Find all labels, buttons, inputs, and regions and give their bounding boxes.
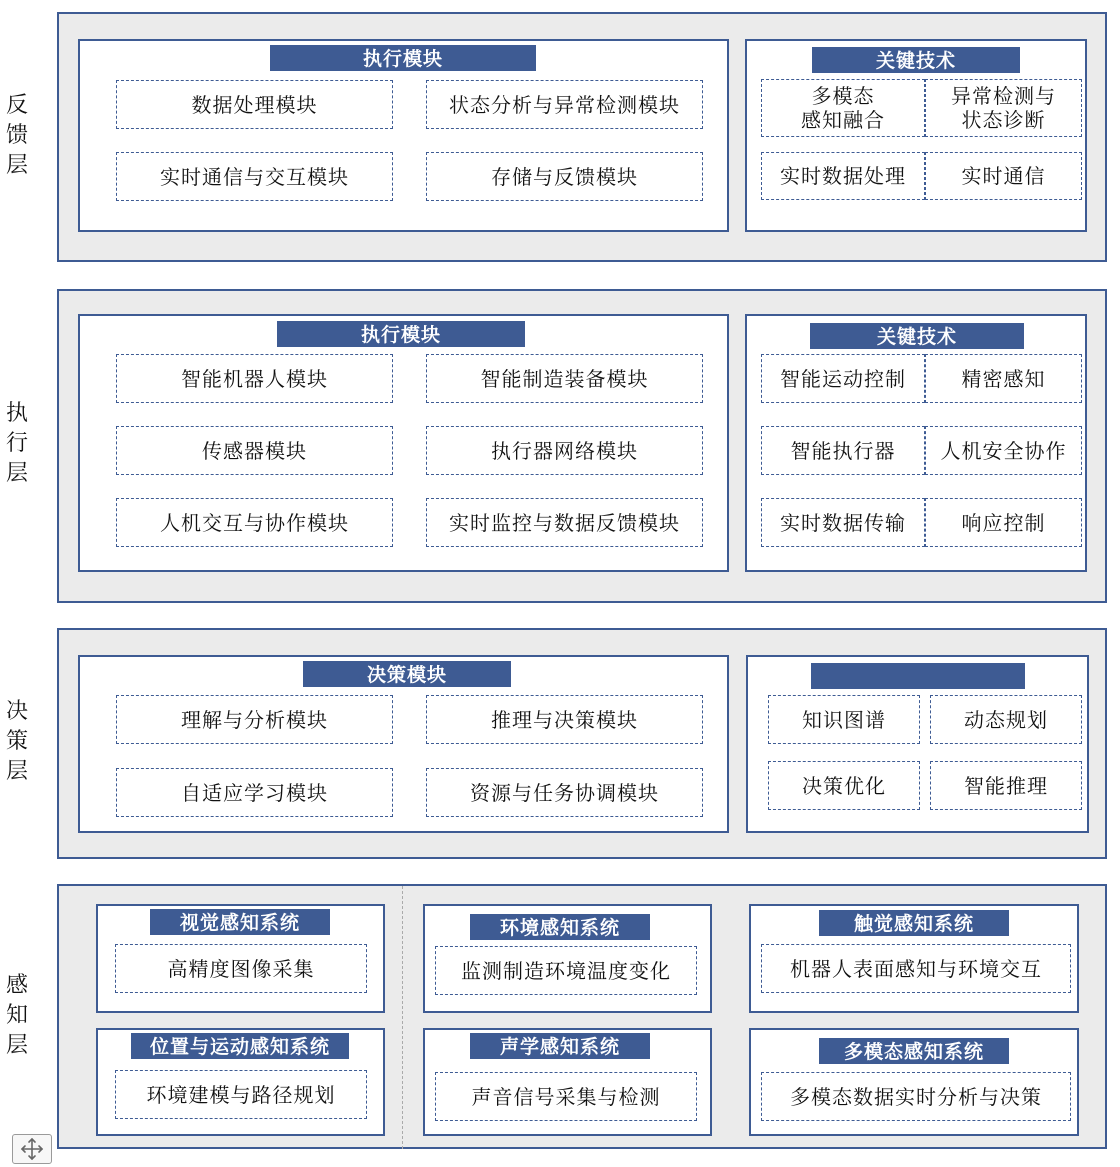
- perception-system-item: 高精度图像采集: [115, 944, 367, 993]
- decision-layer: [57, 628, 1107, 859]
- decision-tech-panel: [746, 655, 1089, 833]
- execution-tech-panel: [745, 314, 1087, 572]
- execution-tech-item: 实时数据传输: [761, 498, 925, 547]
- perception-system-title: 环境感知系统: [470, 914, 650, 940]
- execution-exec-title: 执行模块: [277, 321, 525, 347]
- feedback-tech-title: 关键技术: [812, 47, 1020, 73]
- perception-system-title: 多模态感知系统: [819, 1038, 1009, 1064]
- feedback-exec-item: 数据处理模块: [116, 80, 393, 129]
- perception-system-card: [96, 904, 385, 1013]
- perception-system-card: [96, 1028, 385, 1136]
- feedback-exec-panel: [78, 39, 729, 232]
- decision-tech-item: 知识图谱: [768, 695, 920, 744]
- execution-tech-title: 关键技术: [810, 323, 1024, 349]
- decision-module-item: 资源与任务协调模块: [426, 768, 703, 817]
- execution-tech-item: 响应控制: [925, 498, 1082, 547]
- perception-system-card: [423, 904, 712, 1013]
- perception-system-title: 声学感知系统: [470, 1033, 650, 1059]
- execution-tech-item: 人机安全协作: [925, 426, 1082, 475]
- feedback-layer: [57, 12, 1107, 262]
- decision-tech-item: 智能推理: [930, 761, 1082, 810]
- layer-label-feedback: 反 馈 层: [5, 93, 28, 178]
- execution-exec-item: 智能制造装备模块: [426, 354, 703, 403]
- perception-system-title: 位置与运动感知系统: [131, 1033, 349, 1059]
- perception-system-item: 声音信号采集与检测: [435, 1072, 697, 1121]
- move-arrows-icon: [13, 1135, 51, 1163]
- feedback-tech-item: 异常检测与 状态诊断: [925, 79, 1082, 137]
- perception-system-item: 环境建模与路径规划: [115, 1070, 367, 1119]
- decision-module-item: 理解与分析模块: [116, 695, 393, 744]
- perception-system-card: [423, 1028, 712, 1136]
- decision-module-title: 决策模块: [303, 661, 511, 687]
- decision-module-panel: [78, 655, 729, 833]
- feedback-tech-item: 多模态 感知融合: [761, 79, 925, 137]
- decision-module-item: 自适应学习模块: [116, 768, 393, 817]
- decision-tech-item: 决策优化: [768, 761, 920, 810]
- decision-tech-item: 动态规划: [930, 695, 1082, 744]
- execution-exec-item: 实时监控与数据反馈模块: [426, 498, 703, 547]
- layer-label-execution: 执 行 层: [5, 401, 28, 486]
- execution-exec-panel: [78, 314, 729, 572]
- feedback-tech-item: 实时通信: [925, 152, 1082, 200]
- execution-tech-item: 精密感知: [925, 354, 1082, 403]
- perception-system-card: [749, 1028, 1079, 1136]
- perception-system-title: 视觉感知系统: [150, 909, 330, 935]
- execution-exec-item: 智能机器人模块: [116, 354, 393, 403]
- perception-system-card: [749, 904, 1079, 1013]
- execution-tech-item: 智能执行器: [761, 426, 925, 475]
- feedback-exec-item: 状态分析与异常检测模块: [426, 80, 703, 129]
- feedback-tech-item: 实时数据处理: [761, 152, 925, 200]
- feedback-exec-item: 存储与反馈模块: [426, 152, 703, 201]
- execution-tech-item: 智能运动控制: [761, 354, 925, 403]
- feedback-tech-panel: [745, 39, 1087, 232]
- layer-label-perception: 感 知 层: [5, 973, 28, 1058]
- perception-system-item: 机器人表面感知与环境交互: [761, 944, 1071, 993]
- perception-system-item: 多模态数据实时分析与决策: [761, 1072, 1071, 1121]
- perception-layer: [57, 884, 1107, 1149]
- decision-module-item: 推理与决策模块: [426, 695, 703, 744]
- perception-divider: [402, 886, 403, 1149]
- execution-layer: [57, 289, 1107, 603]
- perception-system-item: 监测制造环境温度变化: [435, 946, 697, 995]
- decision-tech-title: [811, 663, 1025, 689]
- feedback-exec-item: 实时通信与交互模块: [116, 152, 393, 201]
- execution-exec-item: 传感器模块: [116, 426, 393, 475]
- execution-exec-item: 人机交互与协作模块: [116, 498, 393, 547]
- execution-exec-item: 执行器网络模块: [426, 426, 703, 475]
- layer-label-decision: 决 策 层: [5, 699, 28, 784]
- perception-system-title: 触觉感知系统: [819, 910, 1009, 936]
- feedback-exec-title: 执行模块: [270, 45, 536, 71]
